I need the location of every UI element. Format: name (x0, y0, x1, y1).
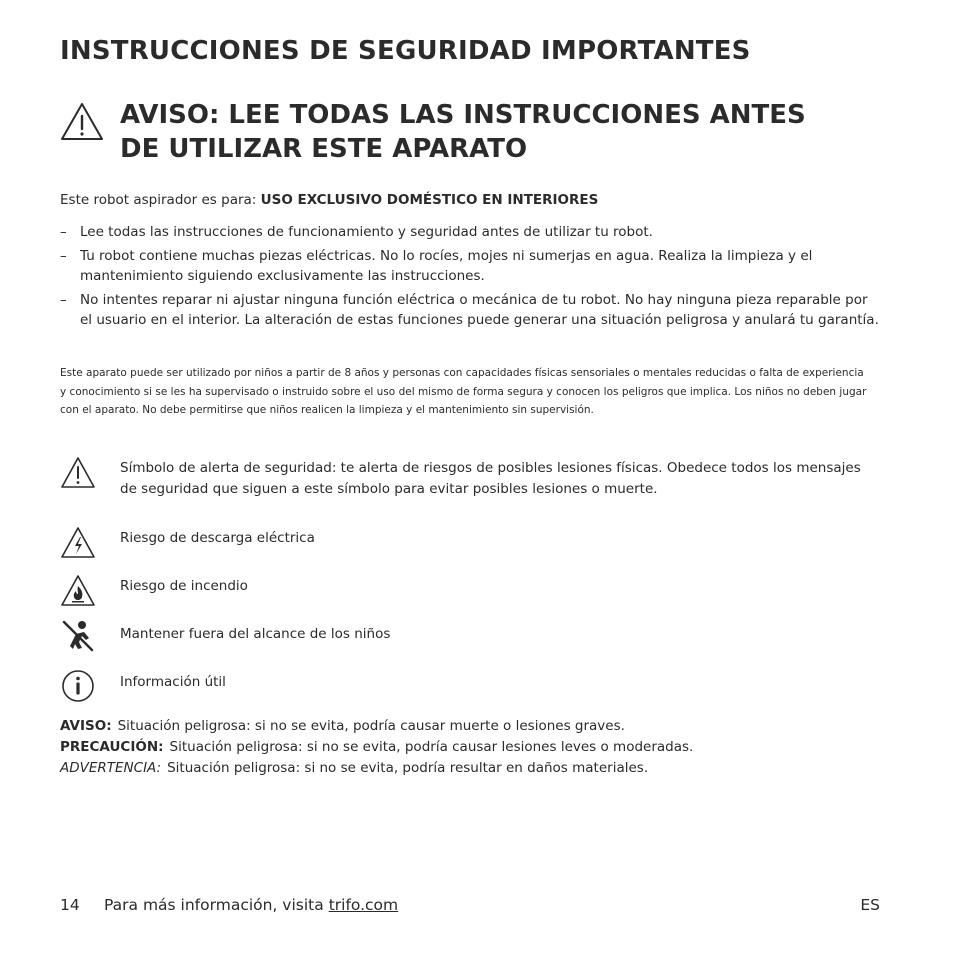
definition-term: AVISO: (60, 718, 112, 734)
footer-text (104, 896, 398, 914)
list-dash: – (60, 224, 67, 240)
symbol-description: Mantener fuera del alcance de los niños (120, 626, 391, 642)
website-link[interactable]: trifo.com (328, 896, 399, 914)
list-item (60, 246, 880, 286)
list-item-text: Lee todas las instrucciones de funcionamiento y seguridad antes de utilizar tu robot. (80, 224, 653, 240)
intro-emphasis: USO EXCLUSIVO DOMÉSTICO EN INTERIORES (260, 192, 599, 208)
electric-shock-icon (60, 526, 96, 562)
list-item (60, 290, 880, 330)
page-number: 14 (60, 896, 80, 914)
safety-alert-icon (60, 456, 96, 492)
definition-text: Situación peligrosa: si no se evita, podría resultar en daños materiales. (167, 760, 649, 776)
symbol-description: Riesgo de descarga eléctrica (120, 530, 315, 546)
symbol-description: Información útil (120, 674, 226, 690)
symbol-description: Símbolo de alerta de seguridad: te alerta de riesgos de posibles lesiones físicas. Obedece todos los mensajes de seguridad que siguen a este símbolo para evitar posibles lesiones o muerte. (120, 460, 861, 497)
list-item-text: Tu robot contiene muchas piezas eléctricas. No lo rocíes, mojes ni sumerjas en agua. Realiza la limpieza y el mantenimiento siguiendo exclusivamente las instrucciones. (80, 248, 813, 284)
intro-line (60, 192, 598, 208)
symbol-description: Riesgo de incendio (120, 578, 248, 594)
warning-heading-line1: AVISO: LEE TODAS LAS INSTRUCCIONES ANTES (120, 100, 806, 130)
language-code: ES (860, 896, 880, 914)
keep-away-children-icon (60, 618, 96, 654)
definition-term: PRECAUCIÓN: (60, 739, 164, 755)
definition-precaucion (60, 737, 880, 758)
definition-term: ADVERTENCIA: (60, 760, 162, 776)
definition-advertencia (60, 758, 880, 779)
list-item-text: No intentes reparar ni ajustar ninguna función eléctrica o mecánica de tu robot. No hay ninguna pieza reparable por el usuario en el interior. La alteración de estas funciones puede generar una situación peligrosa y anulará tu garantía. (80, 292, 879, 328)
info-icon (60, 668, 96, 704)
definition-text: Situación peligrosa: si no se evita, podría causar lesiones leves o moderadas. (169, 739, 694, 755)
hazard-definitions (60, 716, 880, 779)
page-title: INSTRUCCIONES DE SEGURIDAD IMPORTANTES (60, 36, 751, 66)
warning-heading-text (120, 98, 920, 166)
list-item (60, 222, 880, 242)
definition-text: Situación peligrosa: si no se evita, podría causar muerte o lesiones graves. (117, 718, 625, 734)
warning-triangle-icon (60, 102, 104, 142)
warning-heading-line2: DE UTILIZAR ESTE APARATO (120, 134, 528, 164)
fine-print-paragraph: Este aparato puede ser utilizado por niños a partir de 8 años y personas con capacidades físicas sensoriales o mentales reducidas o falta de experiencia y conocimiento si se les ha supervisado o instruido sobre el uso del mismo de forma segura y conocen los peligros que implica. Los niños no deben jugar con el aparato. No debe permitirse que niños realicen la limpieza y el mantenimiento sin supervisión. (60, 367, 867, 416)
instruction-list (60, 222, 880, 334)
intro-prefix: Este robot aspirador es para: (60, 192, 257, 208)
list-dash: – (60, 248, 67, 264)
footer-label: Para más información, visita (104, 896, 324, 914)
list-dash: – (60, 292, 67, 308)
fire-hazard-icon (60, 574, 96, 610)
definition-aviso (60, 716, 880, 737)
